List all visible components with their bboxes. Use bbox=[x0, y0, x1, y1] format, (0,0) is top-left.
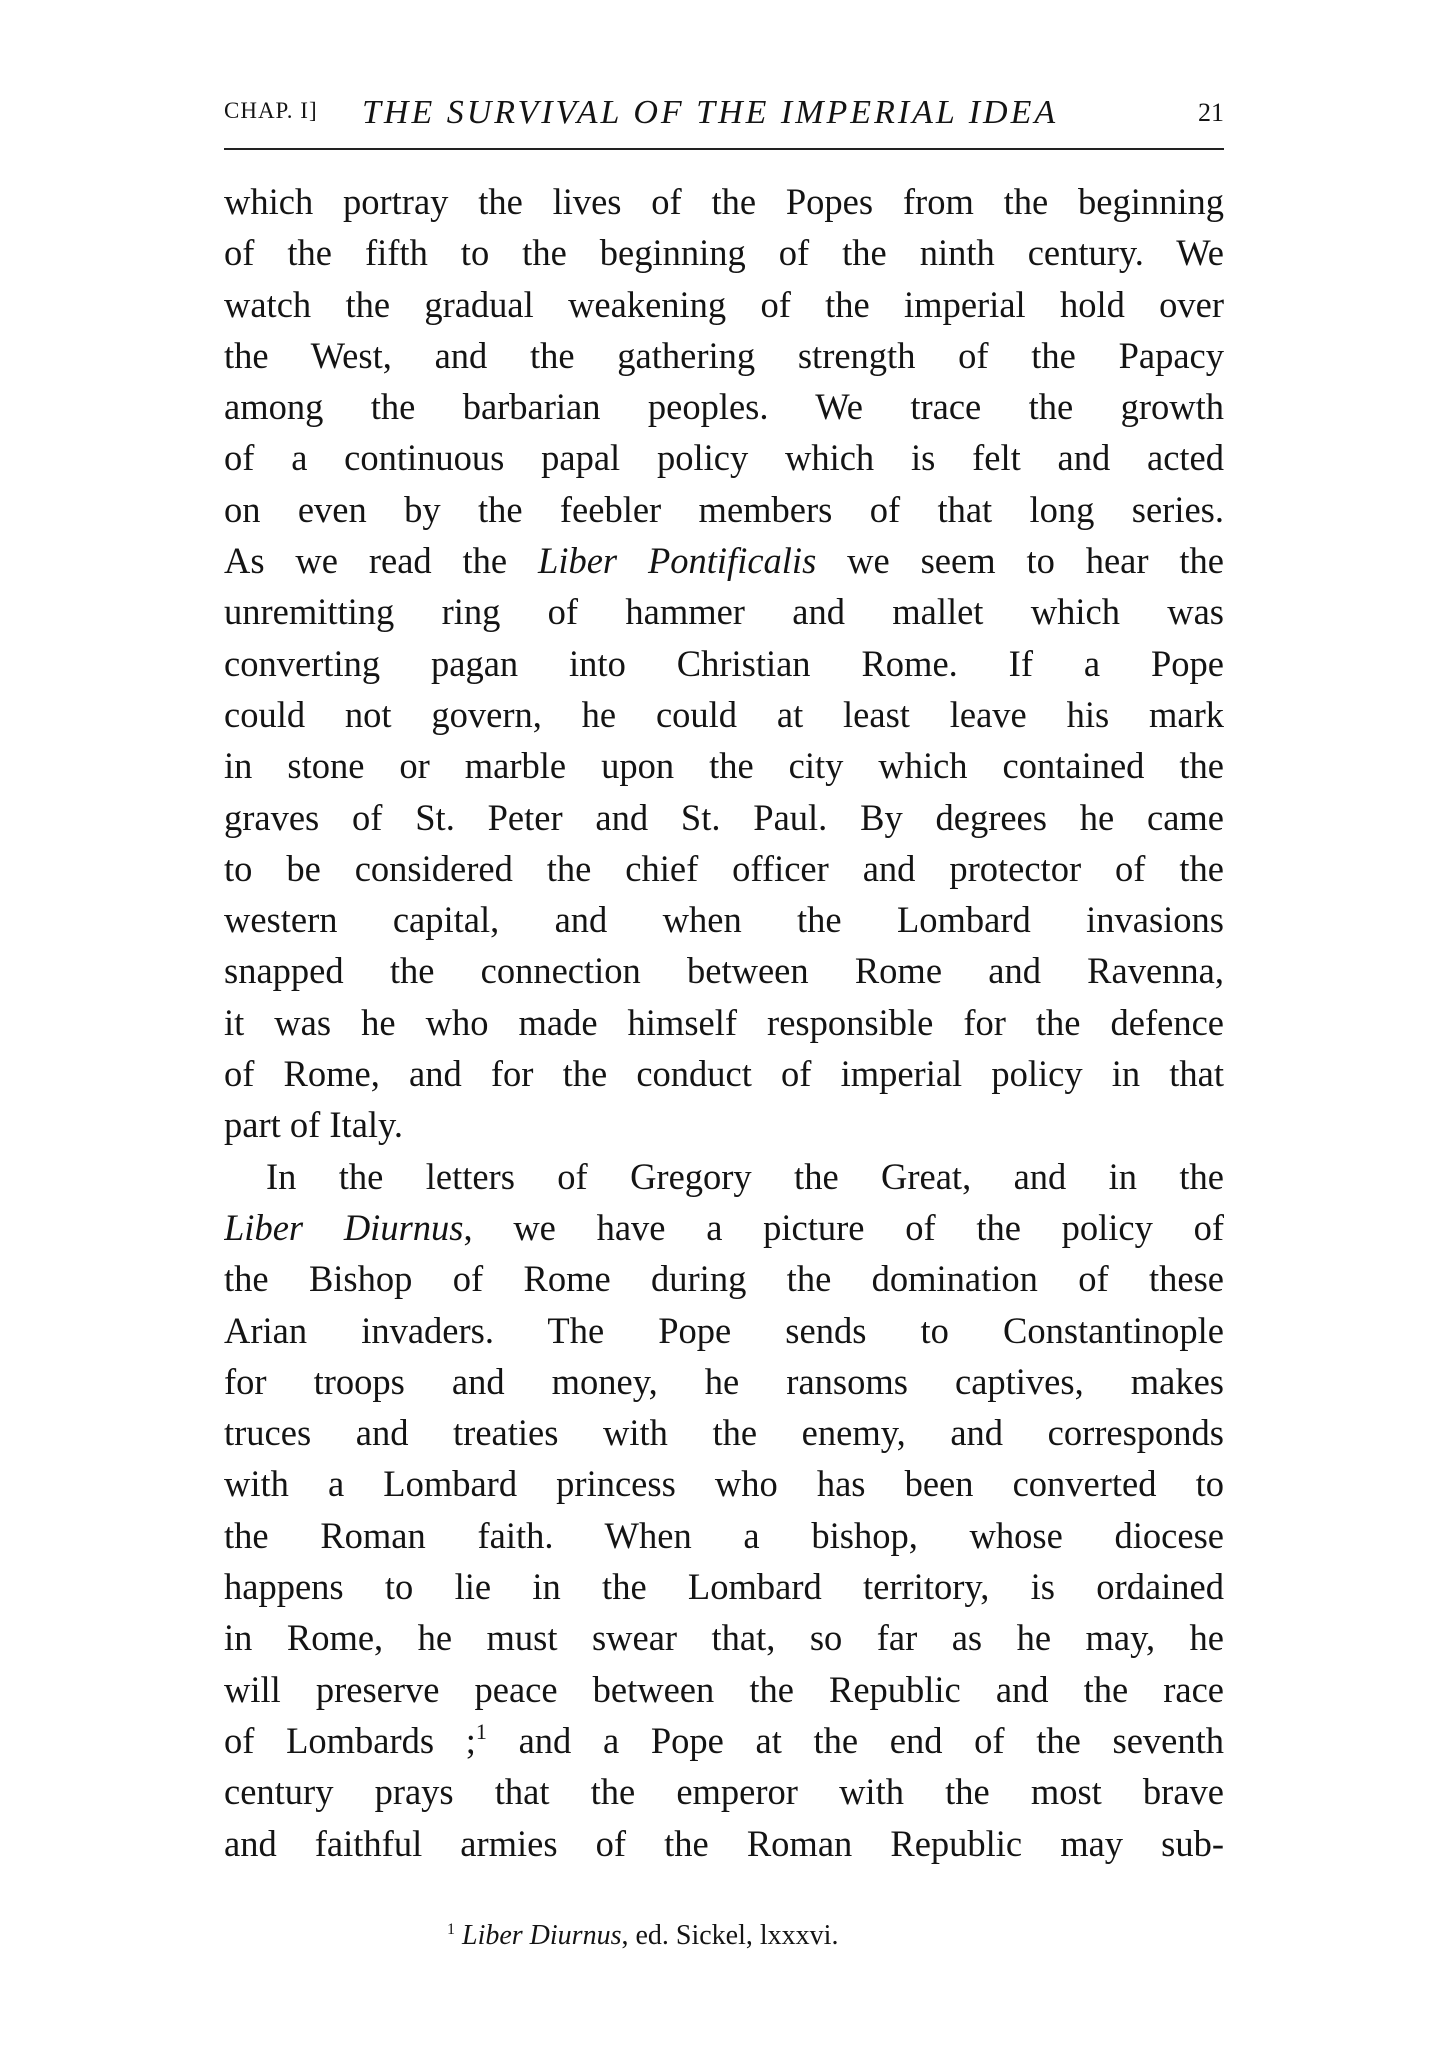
text-line: it was he who made himself responsible for the defence bbox=[224, 1001, 1224, 1043]
text-line: on even by the feebler members of that long series. bbox=[224, 488, 1224, 530]
text-line: the Roman faith. When a bishop, whose diocese bbox=[224, 1514, 1224, 1556]
footnote-reference: 1 bbox=[475, 1718, 487, 1744]
page-number: 21 bbox=[1198, 98, 1224, 127]
text-line: the West, and the gathering strength of the Papacy bbox=[224, 334, 1224, 376]
running-head bbox=[224, 94, 1224, 134]
text-line: of the fifth to the beginning of the ninth century. We bbox=[224, 232, 1224, 274]
text-line: in stone or marble upon the city which contained the bbox=[224, 745, 1224, 787]
text-line: unremitting ring of hammer and mallet which was bbox=[224, 591, 1224, 633]
text-line: In the letters of Gregory the Great, and in the bbox=[266, 1155, 1224, 1197]
italic-title: Liber Pontificalis bbox=[538, 540, 817, 582]
body-text bbox=[224, 176, 1224, 1869]
text-line: watch the gradual weakening of the imperial hold over bbox=[224, 283, 1224, 325]
text-line: of Rome, and for the conduct of imperial policy in that bbox=[224, 1053, 1224, 1095]
text-line: snapped the connection between Rome and Ravenna, bbox=[224, 950, 1224, 992]
text-line: Arian invaders. The Pope sends to Constantinople bbox=[224, 1309, 1224, 1351]
text-run: As we read the bbox=[224, 540, 539, 582]
text-line: truces and treaties with the enemy, and corresponds bbox=[224, 1412, 1224, 1454]
text-run: we seem to hear the bbox=[816, 540, 1224, 582]
footnote bbox=[447, 1920, 838, 1952]
text-line bbox=[224, 1202, 1224, 1253]
italic-title: Liber Diurnus bbox=[224, 1206, 464, 1248]
text-line: in Rome, he must swear that, so far as he may, he bbox=[224, 1617, 1224, 1659]
text-line: which portray the lives of the Popes from the beginning bbox=[224, 181, 1224, 222]
text-line: of a continuous papal policy which is felt and acted bbox=[224, 437, 1224, 479]
text-line: century prays that the emperor with the most brave bbox=[224, 1771, 1224, 1813]
text-line: part of Italy. bbox=[224, 1104, 404, 1146]
footnote-marker: 1 bbox=[447, 1921, 455, 1938]
text-line: converting pagan into Christian Rome. If a Pope bbox=[224, 642, 1224, 684]
text-line: for troops and money, he ransoms captives, makes bbox=[224, 1360, 1224, 1402]
text-line: to be considered the chief officer and protector of the bbox=[224, 847, 1224, 889]
text-line: the Bishop of Rome during the domination of these bbox=[224, 1258, 1224, 1300]
text-line bbox=[224, 535, 1224, 586]
text-line bbox=[224, 1715, 1224, 1766]
text-line: among the barbarian peoples. We trace the growth bbox=[224, 386, 1224, 428]
text-run: and a Pope at the end of the seventh bbox=[486, 1719, 1224, 1761]
text-line: western capital, and when the Lombard invasions bbox=[224, 899, 1224, 941]
text-line: graves of St. Peter and St. Paul. By degrees he came bbox=[224, 796, 1224, 838]
text-line: will preserve peace between the Republic and the race bbox=[224, 1668, 1224, 1710]
chapter-label: CHAP. I] bbox=[224, 98, 318, 123]
text-line: and faithful armies of the Roman Republic may sub- bbox=[224, 1822, 1224, 1864]
running-title: THE SURVIVAL OF THE IMPERIAL IDEA bbox=[362, 94, 1059, 131]
text-line: with a Lombard princess who has been converted to bbox=[224, 1463, 1224, 1505]
text-run: , we have a picture of the policy of bbox=[463, 1206, 1224, 1248]
footnote-text: , ed. Sickel, lxxxvi. bbox=[621, 1920, 839, 1951]
text-line: could not govern, he could at least leave his mark bbox=[224, 693, 1224, 735]
header-rule bbox=[224, 148, 1224, 150]
footnote-italic-title: Liber Diurnus bbox=[462, 1920, 622, 1951]
text-line: happens to lie in the Lombard territory, is ordained bbox=[224, 1566, 1224, 1608]
text-run: of Lombards ; bbox=[224, 1719, 476, 1761]
